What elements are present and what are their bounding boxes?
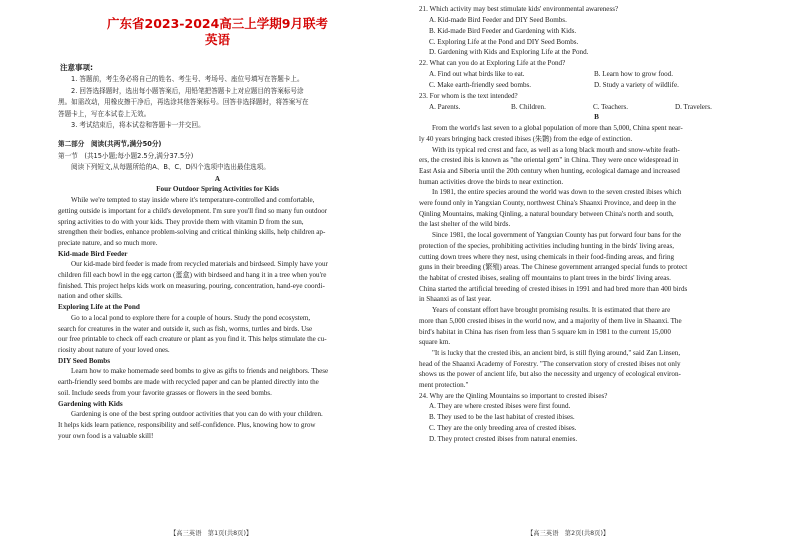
text-line: In 1981, the entire species around the world was down to the seven crested ibises which: [432, 188, 682, 197]
text-line: were found only in Yangxian County, northwest China's Shaanxi Province, and deep in the: [419, 199, 676, 208]
notice-list: [58, 74, 377, 132]
notice-item: 3. 考试结束后，将本试卷和答题卡一并交回。: [71, 121, 205, 130]
text-line: in Shaanxi as of last year.: [419, 295, 492, 304]
question-21: 21. Which activity may best stimulate kids' environmental awareness?: [419, 5, 619, 13]
option: B. Kid-made Bird Feeder and Gardening with Kids.: [429, 26, 577, 35]
text-line: ly 40 years bringing back crested ibises (朱鹮) from the edge of extinction.: [419, 134, 633, 143]
text-line: search for creatures in the water and outside it, such as fish, worms, turtles and birds. Use: [58, 324, 313, 333]
text-line: finished. This project helps kids work on measuring, pouring, concentration, hand-eye coordi-: [58, 281, 325, 290]
section1-heading: 第一节 (共15小题;每小题2.5分,满分37.5分): [58, 151, 194, 160]
notice-item: 2. 回答选择题时，选出每小题答案后，用铅笔把答题卡上对应题目的答案标号涂: [71, 86, 304, 95]
text-line: preciate nature, and so much more.: [58, 238, 158, 247]
text-line: your own food is a valuable skill!: [58, 431, 154, 440]
notice-item: 1. 答题前，考生务必将自己的姓名、考生号、考场号、座位号填写在答题卡上。: [71, 75, 304, 83]
section-title: Gardening with Kids: [58, 399, 123, 408]
section-title: DIY Seed Bombs: [58, 356, 111, 365]
option: C. Teachers.: [593, 102, 629, 111]
text-line: "It is lucky that the crested ibis, an ancient bird, is still flying around," said Zan Linsen,: [432, 348, 681, 357]
exam-subject: 英语: [204, 32, 230, 47]
part2-heading: 第二部分 阅读(共两节,满分50分): [58, 139, 162, 148]
options-row: [419, 69, 774, 80]
text-line: cutting down trees where they nest, using chemicals in their food-finding areas, and firing: [419, 252, 675, 261]
text-line: Learn how to make homemade seed bombs to give as gifts to friends and neighbors. These: [71, 367, 329, 376]
option: A. They are where crested ibises were first found.: [429, 402, 571, 411]
text-line: the last shelter of the wild birds.: [419, 220, 511, 229]
instruction: 阅读下列短文,从每题所给的A、B、C、D四个选项中选出最佳选项。: [71, 163, 270, 172]
option: D. Travelers.: [675, 102, 712, 111]
question-22: 22. What can you do at Exploring Life at the Pond?: [419, 59, 566, 68]
text-line: riosity about nature of your loved ones.: [58, 346, 170, 354]
option: D. Study a variety of wildlife.: [594, 80, 679, 89]
text-line: It helps kids learn patience, responsibility and self-confidence. Plus, knowing how to grow: [58, 420, 316, 429]
option: A. Parents.: [429, 102, 461, 111]
text-line: nation and other skills.: [58, 292, 123, 301]
option: C. Make earth-friendly seed bombs.: [429, 80, 532, 89]
section-title: Kid-made Bird Feeder: [58, 249, 128, 258]
options-row: [419, 80, 774, 91]
option: D. Gardening with Kids and Exploring Life at the Pond.: [429, 48, 589, 57]
notice-item: 答题卡上，写在本试卷上无效。: [58, 109, 151, 118]
text-line: China started the artificial breeding of crested ibises in 1991 and had bred more than 400 birds: [419, 284, 688, 293]
text-line: From the world's last seven to a global population of more than 5,000, China spent near-: [432, 124, 683, 133]
text-line: Go to a local pond to explore there for a couple of hours. Study the pond ecosystem,: [71, 313, 311, 322]
passage-a-letter: A: [214, 174, 221, 183]
question-24: 24. Why are the Qinling Mountains so important to crested ibises?: [419, 391, 608, 400]
page-footer: 【高三英语 第2页(共8页)】: [527, 530, 610, 537]
question-23: 23. For whom is the text intended?: [419, 91, 518, 100]
option: A. Kid-made Bird Feeder and DIY Seed Bombs.: [429, 15, 567, 24]
option: C. They are the only breeding area of crested ibises.: [429, 424, 577, 433]
text-line: Years of constant effort have brought promising results. It is estimated that there are: [432, 306, 671, 315]
passage-a-intro: [58, 195, 377, 249]
text-line: ers, the crested ibis is known as "the oriental gem" in China. They were once widespread in: [419, 156, 679, 165]
text-line: bird's habitat in China has risen from less than 5 square km in 1981 to the current 15,000: [419, 327, 671, 336]
text-line: getting outside is important for a child's development. I'm sure you'll find so many fun outdoor: [58, 206, 328, 215]
text-line: spring activities to do with your kids. They provide them with vitamin D from the sun,: [58, 217, 304, 226]
notice-item: 黑。如需改动，用橡皮擦干净后，再选涂其他答案标号。回答非选择题时，将答案写在: [58, 98, 309, 107]
exam-title: 广东省2023-2024高三上学期9月联考: [107, 16, 328, 31]
option: B. They used to be the last habitat of crested ibises.: [429, 413, 575, 422]
text-line: earth-friendly seed bombs are made with recycled paper and can be planted directly into the: [58, 378, 319, 387]
text-line: human activities drove the birds to near extinction.: [419, 177, 564, 186]
text-line: strengthen their bodies, enhance problem-solving and critical thinking skills, help children ap-: [58, 228, 326, 237]
text-line: square km.: [419, 338, 451, 347]
text-line: Since 1981, the local government of Yangxian County has put forward four bans for the: [432, 231, 682, 240]
option: C. Exploring Life at the Pond and DIY Seed Bombs.: [429, 37, 579, 46]
text-line: shows us the power of ancient life, but also the necessity and urgency of ecological environ-: [419, 370, 681, 379]
option: B. Learn how to grow food.: [594, 70, 674, 79]
text-line: While we're tempted to stay inside where it's temperature-controlled and comfortable,: [71, 196, 315, 205]
section-title: Exploring Life at the Pond: [58, 303, 140, 312]
right-page: [397, 0, 794, 543]
text-line: more than 5,000 crested ibises in the world now, and a majority of them live in Shaanxi. The: [419, 316, 682, 325]
text-line: With its typical red crest and face, as well as a long black mouth and snow-white feath-: [432, 145, 680, 154]
text-line: Our kid-made bird feeder is made from recycled materials and birdseed. Simply have your: [71, 260, 328, 269]
text-line: Gardening is one of the best spring outdoor activities that you can do with your children.: [71, 410, 323, 419]
page-footer: 【高三英语 第1页(共8页)】: [170, 530, 253, 537]
notice-title: 注意事项:: [60, 63, 93, 72]
text-line: head of the Shaanxi Academy of Forestry. "The conservation story of crested ibises not only: [419, 359, 681, 368]
text-line: ment protection.": [419, 381, 469, 390]
text-line: Qinling Mountains, making Qinling, a natural boundary between China's north and south,: [419, 209, 674, 218]
text-line: our free printable to check off each creature or plant as you find it. This helps stimulate the cu-: [58, 335, 327, 344]
option: A. Find out what birds like to eat.: [429, 70, 525, 79]
option: D. They protect crested ibises from natural enemies.: [429, 435, 578, 444]
text-line: East Asia and Siberia until the 20th century when hunting, ecological damage and increased: [419, 166, 680, 175]
passage-a-title: Four Outdoor Spring Activities for Kids: [156, 185, 279, 194]
text-line: protection of the species, prohibiting activities including hunting in the birds' living areas,: [419, 241, 675, 250]
text-line: guns in their breeding (繁殖) areas. The Chinese government arranged special funds to protect: [419, 263, 688, 272]
options-row: [419, 102, 774, 113]
text-line: the habitat of crested ibises, sealing off mountains to plant trees in the birds' living areas.: [419, 274, 671, 282]
option: B. Children.: [511, 102, 546, 111]
text-line: soil. Include seeds from your favorite grasses or flowers in the seed bombs.: [58, 388, 272, 397]
text-line: children fill each bowl in the egg carton (蛋盒) with birdseed and hang it in a tree when you're: [58, 271, 327, 280]
passage-b-letter: B: [594, 113, 599, 122]
